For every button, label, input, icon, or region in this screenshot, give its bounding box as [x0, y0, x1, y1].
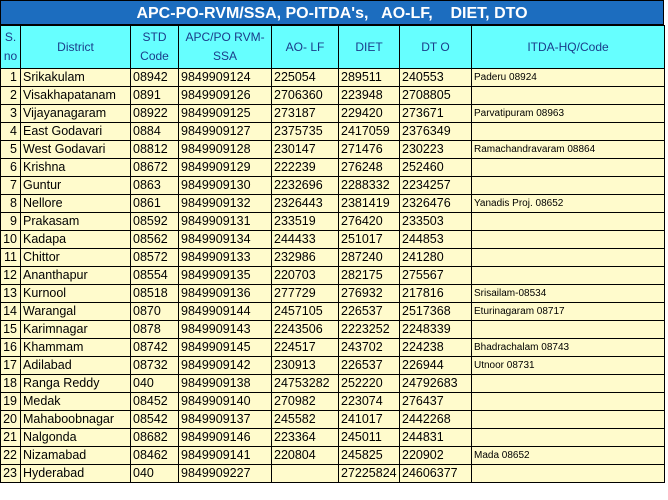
cell-district: Nizamabad	[21, 447, 131, 465]
cell-district: Vijayanagaram	[21, 105, 131, 123]
cell-district: Chittor	[21, 249, 131, 267]
cell-std-code: 08742	[131, 339, 179, 357]
cell-diet: 229420	[339, 105, 400, 123]
cell-sno: 18	[1, 375, 21, 393]
cell-district: Nalgonda	[21, 429, 131, 447]
cell-std-code: 08592	[131, 213, 179, 231]
cell-apc-po: 9849909227	[179, 465, 272, 483]
cell-itda	[472, 231, 665, 249]
cell-diet: 2288332	[339, 177, 400, 195]
cell-district: Mahaboobnagar	[21, 411, 131, 429]
cell-apc-po: 9849909144	[179, 303, 272, 321]
cell-sno: 22	[1, 447, 21, 465]
cell-dto: 241280	[400, 249, 472, 267]
cell-sno: 16	[1, 339, 21, 357]
cell-diet: 223948	[339, 87, 400, 105]
cell-std-code: 08518	[131, 285, 179, 303]
table-row	[1, 447, 665, 465]
table-row	[1, 87, 665, 105]
cell-apc-po: 9849909131	[179, 213, 272, 231]
cell-sno: 9	[1, 213, 21, 231]
cell-itda	[472, 321, 665, 339]
header-row	[1, 26, 665, 69]
cell-dto: 275567	[400, 267, 472, 285]
cell-diet: 226537	[339, 303, 400, 321]
cell-sno: 2	[1, 87, 21, 105]
cell-itda	[472, 465, 665, 483]
cell-ao-lf: 222239	[272, 159, 339, 177]
cell-std-code: 0891	[131, 87, 179, 105]
cell-apc-po: 9849909145	[179, 339, 272, 357]
col-header-dto: DT O	[400, 26, 472, 69]
cell-apc-po: 9849909138	[179, 375, 272, 393]
cell-std-code: 040	[131, 465, 179, 483]
cell-ao-lf: 230147	[272, 141, 339, 159]
cell-dto: 230223	[400, 141, 472, 159]
table-row	[1, 69, 665, 87]
cell-diet: 2417059	[339, 123, 400, 141]
cell-district: West Godavari	[21, 141, 131, 159]
cell-apc-po: 9849909125	[179, 105, 272, 123]
table-body	[1, 69, 665, 483]
cell-diet: 2381419	[339, 195, 400, 213]
cell-dto: 220902	[400, 447, 472, 465]
contact-table	[0, 25, 665, 483]
cell-itda: Eturinagaram 08717	[472, 303, 665, 321]
cell-apc-po: 9849909142	[179, 357, 272, 375]
cell-district: Hyderabad	[21, 465, 131, 483]
cell-ao-lf: 220703	[272, 267, 339, 285]
cell-dto: 2708805	[400, 87, 472, 105]
cell-ao-lf	[272, 465, 339, 483]
cell-diet: 276420	[339, 213, 400, 231]
cell-dto: 24792683	[400, 375, 472, 393]
cell-ao-lf: 223364	[272, 429, 339, 447]
cell-sno: 5	[1, 141, 21, 159]
cell-sno: 15	[1, 321, 21, 339]
cell-ao-lf: 2232696	[272, 177, 339, 195]
col-header-diet: DIET	[339, 26, 400, 69]
cell-sno: 1	[1, 69, 21, 87]
cell-district: Khammam	[21, 339, 131, 357]
cell-ao-lf: 220804	[272, 447, 339, 465]
cell-itda	[472, 159, 665, 177]
cell-itda: Yanadis Proj. 08652	[472, 195, 665, 213]
cell-ao-lf: 2706360	[272, 87, 339, 105]
cell-itda: Bhadrachalam 08743	[472, 339, 665, 357]
cell-ao-lf: 270982	[272, 393, 339, 411]
cell-std-code: 08554	[131, 267, 179, 285]
col-header-district: District	[21, 26, 131, 69]
cell-diet: 289511	[339, 69, 400, 87]
cell-diet: 287240	[339, 249, 400, 267]
cell-ao-lf: 244433	[272, 231, 339, 249]
cell-district: Karimnagar	[21, 321, 131, 339]
cell-ao-lf: 233519	[272, 213, 339, 231]
cell-apc-po: 9849909141	[179, 447, 272, 465]
table-row	[1, 465, 665, 483]
cell-ao-lf: 232986	[272, 249, 339, 267]
cell-sno: 17	[1, 357, 21, 375]
cell-itda: Paderu 08924	[472, 69, 665, 87]
table-row	[1, 303, 665, 321]
cell-dto: 2517368	[400, 303, 472, 321]
cell-dto: 244831	[400, 429, 472, 447]
table-row	[1, 267, 665, 285]
table-row	[1, 141, 665, 159]
cell-itda	[472, 249, 665, 267]
cell-sno: 20	[1, 411, 21, 429]
cell-diet: 27225824	[339, 465, 400, 483]
table-row	[1, 231, 665, 249]
table-row	[1, 285, 665, 303]
cell-apc-po: 9849909143	[179, 321, 272, 339]
cell-dto: 226944	[400, 357, 472, 375]
cell-district: Visakhapatanam	[21, 87, 131, 105]
cell-apc-po: 9849909136	[179, 285, 272, 303]
table-row	[1, 105, 665, 123]
cell-itda: Parvatipuram 08963	[472, 105, 665, 123]
col-header-apc-po: APC/PO RVM-SSA	[179, 26, 272, 69]
cell-diet: 245825	[339, 447, 400, 465]
cell-ao-lf: 277729	[272, 285, 339, 303]
table-row	[1, 357, 665, 375]
cell-diet: 223074	[339, 393, 400, 411]
cell-district: Medak	[21, 393, 131, 411]
cell-ao-lf: 2243506	[272, 321, 339, 339]
cell-dto: 217816	[400, 285, 472, 303]
cell-sno: 6	[1, 159, 21, 177]
cell-dto: 224238	[400, 339, 472, 357]
cell-apc-po: 9849909124	[179, 69, 272, 87]
cell-dto: 233503	[400, 213, 472, 231]
cell-std-code: 08542	[131, 411, 179, 429]
cell-dto: 2376349	[400, 123, 472, 141]
cell-diet: 271476	[339, 141, 400, 159]
cell-diet: 252220	[339, 375, 400, 393]
col-header-sno: S. no	[1, 26, 21, 69]
cell-std-code: 08732	[131, 357, 179, 375]
table-row	[1, 249, 665, 267]
cell-itda	[472, 375, 665, 393]
cell-apc-po: 9849909137	[179, 411, 272, 429]
cell-dto: 240553	[400, 69, 472, 87]
cell-itda: Ramachandravaram 08864	[472, 141, 665, 159]
cell-std-code: 0870	[131, 303, 179, 321]
cell-district: Kurnool	[21, 285, 131, 303]
cell-itda	[472, 393, 665, 411]
cell-district: Ananthapur	[21, 267, 131, 285]
cell-sno: 4	[1, 123, 21, 141]
cell-district: Warangal	[21, 303, 131, 321]
cell-std-code: 08462	[131, 447, 179, 465]
cell-std-code: 08812	[131, 141, 179, 159]
cell-itda: Mada 08652	[472, 447, 665, 465]
table-row	[1, 213, 665, 231]
cell-sno: 11	[1, 249, 21, 267]
cell-apc-po: 9849909133	[179, 249, 272, 267]
cell-diet: 276932	[339, 285, 400, 303]
cell-itda: Srisailam-08534	[472, 285, 665, 303]
cell-diet: 251017	[339, 231, 400, 249]
cell-sno: 8	[1, 195, 21, 213]
cell-sno: 21	[1, 429, 21, 447]
cell-std-code: 0863	[131, 177, 179, 195]
cell-diet: 276248	[339, 159, 400, 177]
cell-dto: 24606377	[400, 465, 472, 483]
cell-itda	[472, 411, 665, 429]
cell-district: Guntur	[21, 177, 131, 195]
cell-sno: 7	[1, 177, 21, 195]
cell-district: Prakasam	[21, 213, 131, 231]
cell-district: Ranga Reddy	[21, 375, 131, 393]
cell-std-code: 08682	[131, 429, 179, 447]
cell-diet: 245011	[339, 429, 400, 447]
cell-dto: 2248339	[400, 321, 472, 339]
cell-std-code: 0861	[131, 195, 179, 213]
cell-std-code: 040	[131, 375, 179, 393]
cell-diet: 282175	[339, 267, 400, 285]
cell-ao-lf: 245582	[272, 411, 339, 429]
cell-sno: 14	[1, 303, 21, 321]
cell-itda: Utnoor 08731	[472, 357, 665, 375]
cell-ao-lf: 224517	[272, 339, 339, 357]
cell-apc-po: 9849909126	[179, 87, 272, 105]
cell-dto: 2442268	[400, 411, 472, 429]
cell-district: Kadapa	[21, 231, 131, 249]
cell-district: Krishna	[21, 159, 131, 177]
cell-sno: 3	[1, 105, 21, 123]
cell-apc-po: 9849909135	[179, 267, 272, 285]
cell-std-code: 08572	[131, 249, 179, 267]
table-row	[1, 123, 665, 141]
cell-std-code: 0884	[131, 123, 179, 141]
cell-apc-po: 9849909134	[179, 231, 272, 249]
cell-district: Srikakulam	[21, 69, 131, 87]
cell-diet: 226537	[339, 357, 400, 375]
cell-district: Nellore	[21, 195, 131, 213]
cell-dto: 2234257	[400, 177, 472, 195]
cell-itda	[472, 177, 665, 195]
cell-apc-po: 9849909129	[179, 159, 272, 177]
cell-diet: 243702	[339, 339, 400, 357]
table-row	[1, 339, 665, 357]
cell-ao-lf: 24753282	[272, 375, 339, 393]
cell-dto: 273671	[400, 105, 472, 123]
cell-std-code: 08942	[131, 69, 179, 87]
table-row	[1, 195, 665, 213]
cell-apc-po: 9849909127	[179, 123, 272, 141]
cell-apc-po: 9849909128	[179, 141, 272, 159]
cell-std-code: 08562	[131, 231, 179, 249]
cell-itda	[472, 267, 665, 285]
cell-apc-po: 9849909132	[179, 195, 272, 213]
cell-sno: 10	[1, 231, 21, 249]
cell-apc-po: 9849909130	[179, 177, 272, 195]
cell-ao-lf: 2375735	[272, 123, 339, 141]
cell-itda	[472, 429, 665, 447]
sheet-title: APC-PO-RVM/SSA, PO-ITDA's, AO-LF, DIET, DTO	[0, 0, 664, 25]
col-header-itda: ITDA-HQ/Code	[472, 26, 665, 69]
cell-ao-lf: 2457105	[272, 303, 339, 321]
cell-dto: 252460	[400, 159, 472, 177]
table-row	[1, 159, 665, 177]
cell-itda	[472, 123, 665, 141]
cell-sno: 12	[1, 267, 21, 285]
col-header-ao-lf: AO- LF	[272, 26, 339, 69]
cell-apc-po: 9849909140	[179, 393, 272, 411]
table-row	[1, 321, 665, 339]
cell-district: Adilabad	[21, 357, 131, 375]
cell-apc-po: 9849909146	[179, 429, 272, 447]
cell-ao-lf: 230913	[272, 357, 339, 375]
cell-itda	[472, 87, 665, 105]
table-row	[1, 411, 665, 429]
cell-sno: 13	[1, 285, 21, 303]
cell-diet: 2223252	[339, 321, 400, 339]
table-row	[1, 375, 665, 393]
cell-sno: 23	[1, 465, 21, 483]
cell-itda	[472, 213, 665, 231]
cell-dto: 2326476	[400, 195, 472, 213]
table-row	[1, 177, 665, 195]
cell-ao-lf: 225054	[272, 69, 339, 87]
cell-sno: 19	[1, 393, 21, 411]
cell-dto: 244853	[400, 231, 472, 249]
cell-std-code: 08452	[131, 393, 179, 411]
table-row	[1, 429, 665, 447]
cell-std-code: 0878	[131, 321, 179, 339]
cell-std-code: 08922	[131, 105, 179, 123]
cell-ao-lf: 2326443	[272, 195, 339, 213]
cell-district: East Godavari	[21, 123, 131, 141]
cell-dto: 276437	[400, 393, 472, 411]
cell-ao-lf: 273187	[272, 105, 339, 123]
table-row	[1, 393, 665, 411]
cell-diet: 241017	[339, 411, 400, 429]
col-header-std-code: STD Code	[131, 26, 179, 69]
cell-std-code: 08672	[131, 159, 179, 177]
